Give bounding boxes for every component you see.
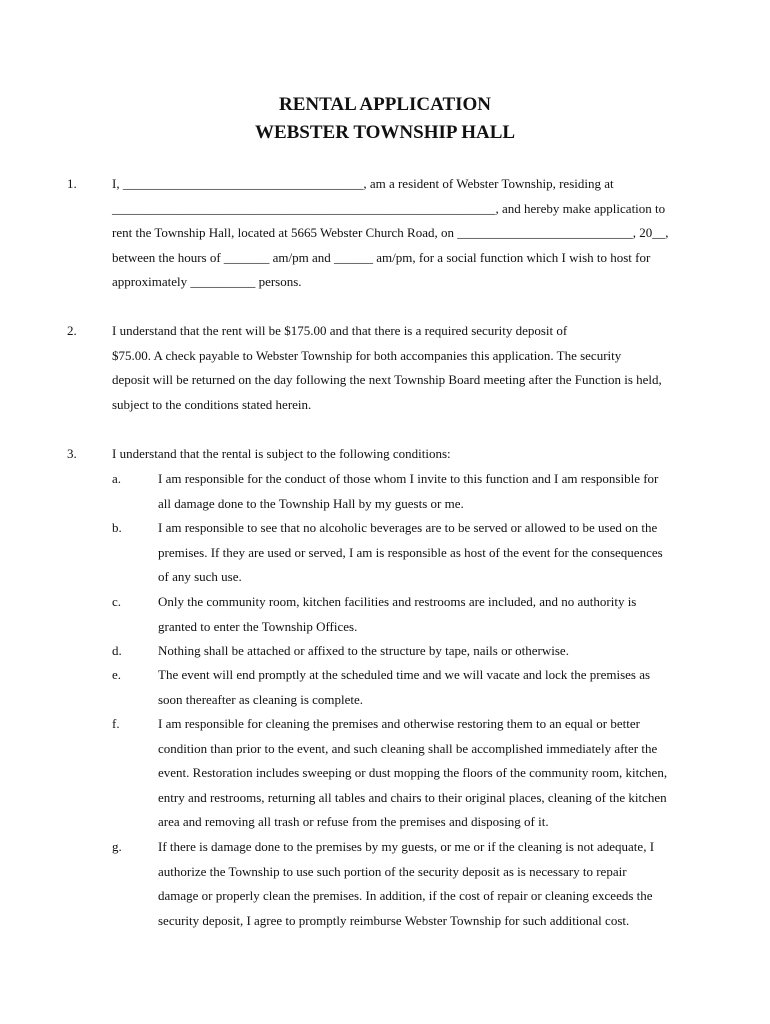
- condition-line: The event will end promptly at the scheduled time and we will vacate and lock the premises as: [158, 667, 651, 682]
- condition-letter: d.: [112, 643, 122, 658]
- section-number: 3.: [67, 446, 77, 461]
- paragraph-line: ___________________________________________________________, and hereby make application to: [112, 200, 666, 216]
- condition-line: entry and restrooms, returning all tables and chairs to their original places, cleaning of the kitchen: [158, 789, 667, 805]
- condition-text: [158, 467, 703, 516]
- paragraph-line: between the hours of _______ am/pm and ______ am/pm, for a social function which I wish to host for: [112, 249, 651, 265]
- paragraph-line: rent the Township Hall, located at 5665 Webster Church Road, on ___________________________, 20__,: [112, 225, 669, 241]
- condition-line: all damage done to the Township Hall by my guests or me.: [158, 495, 464, 511]
- section-3-paragraph: [112, 442, 702, 467]
- condition-line: I am responsible for cleaning the premises and otherwise restoring them to an equal or better: [158, 716, 640, 731]
- condition-line: premises. If they are used or served, I am is responsible as host of the event for the consequences: [158, 544, 663, 560]
- condition-letter: a.: [112, 471, 122, 486]
- condition-letter: c.: [112, 594, 122, 609]
- condition-line: security deposit, I agree to promptly reimburse Webster Township for such additional cost.: [158, 912, 630, 928]
- paragraph-line: I, _____________________________________, am a resident of Webster Township, residing at: [112, 176, 614, 191]
- condition-line: authorize the Township to use such portion of the security deposit as is necessary to repair: [158, 863, 627, 879]
- section-1-paragraph: [112, 172, 702, 295]
- condition-text: [158, 712, 703, 835]
- condition-letter: g.: [112, 839, 122, 854]
- condition-line: soon thereafter as cleaning is complete.: [158, 691, 364, 707]
- condition-line: I am responsible for the conduct of those whom I invite to this function and I am responsible for: [158, 471, 659, 486]
- condition-line: Only the community room, kitchen facilities and restrooms are included, and no authority is: [158, 594, 637, 609]
- condition-line: of any such use.: [158, 569, 242, 585]
- condition-text: [158, 590, 703, 639]
- paragraph-line: I understand that the rent will be $175.00 and that there is a required security deposit of: [112, 323, 568, 338]
- paragraph-line: subject to the conditions stated herein.: [112, 396, 312, 412]
- paragraph-line: approximately __________ persons.: [112, 274, 302, 290]
- condition-line: event. Restoration includes sweeping or dust mopping the floors of the community room, kitchen,: [158, 765, 668, 781]
- paragraph-line: I understand that the rental is subject to the following conditions:: [112, 446, 451, 461]
- condition-text: [158, 516, 703, 590]
- condition-line: damage or properly clean the premises. In addition, if the cost of repair or cleaning exceeds the: [158, 888, 653, 904]
- paragraph-line: $75.00. A check payable to Webster Township for both accompanies this application. The security: [112, 347, 622, 363]
- document-subtitle: WEBSTER TOWNSHIP HALL: [254, 122, 516, 143]
- condition-line: granted to enter the Township Offices.: [158, 618, 358, 634]
- condition-text: [158, 835, 703, 933]
- condition-letter: f.: [112, 716, 120, 731]
- section-number: 2.: [67, 323, 77, 338]
- section-number: 1.: [67, 176, 77, 191]
- condition-line: area and removing all trash or refuse from the premises and disposing of it.: [158, 814, 549, 830]
- condition-letter: b.: [112, 520, 122, 535]
- condition-line: condition than prior to the event, and such cleaning shall be accomplished immediately after the: [158, 740, 658, 756]
- document-title: RENTAL APPLICATION: [278, 94, 492, 115]
- condition-line: I am responsible to see that no alcoholic beverages are to be served or allowed to be used on the: [158, 520, 658, 535]
- condition-line: Nothing shall be attached or affixed to the structure by tape, nails or otherwise.: [158, 643, 569, 658]
- condition-text: [158, 663, 703, 712]
- section-2-paragraph: [112, 319, 702, 417]
- condition-text: [158, 639, 703, 664]
- paragraph-line: deposit will be returned on the day following the next Township Board meeting after the Function is held,: [112, 372, 662, 388]
- condition-letter: e.: [112, 667, 122, 682]
- condition-line: If there is damage done to the premises by my guests, or me or if the cleaning is not adequate, I: [158, 839, 655, 854]
